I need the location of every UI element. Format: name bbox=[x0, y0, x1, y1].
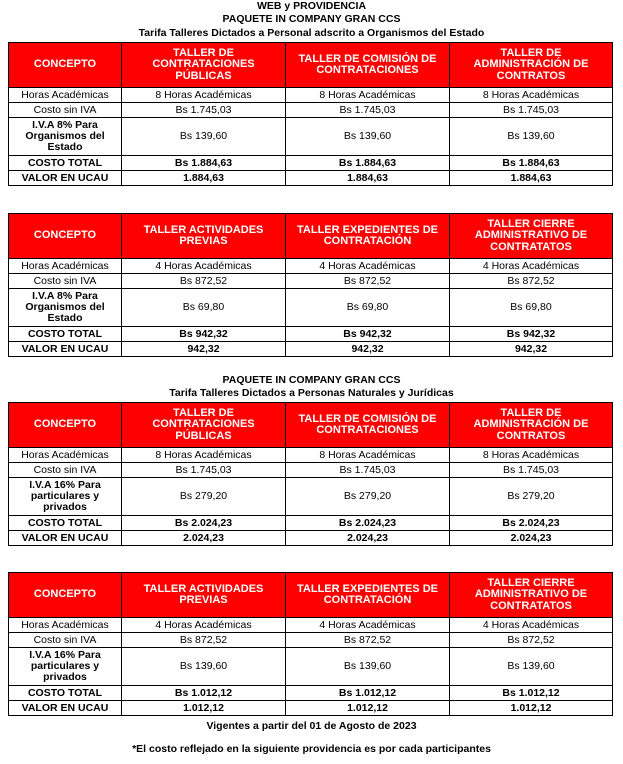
iva-row bbox=[9, 289, 613, 327]
value-cell: Bs 872,52 bbox=[450, 274, 613, 289]
value-cell: 8 Horas Académicas bbox=[286, 88, 450, 103]
row-label: VALOR EN UCAU bbox=[9, 531, 122, 546]
costo-total-row bbox=[9, 327, 613, 342]
value-cell: Bs 69,80 bbox=[122, 289, 286, 327]
concepto-header: CONCEPTO bbox=[9, 403, 122, 448]
value-cell: Bs 279,20 bbox=[122, 478, 286, 516]
taller-header: TALLER DE CONTRATACIONES PÚBLICAS bbox=[122, 43, 286, 88]
value-cell: Bs 279,20 bbox=[450, 478, 613, 516]
value-cell: 2.024,23 bbox=[286, 531, 450, 546]
value-cell: Bs 139,60 bbox=[286, 648, 450, 686]
value-cell: Bs 1.745,03 bbox=[122, 103, 286, 118]
value-cell: Bs 1.745,03 bbox=[286, 463, 450, 478]
value-cell: 1.012,12 bbox=[122, 701, 286, 716]
value-cell: Bs 139,60 bbox=[122, 118, 286, 156]
iva-row bbox=[9, 478, 613, 516]
costo-row bbox=[9, 274, 613, 289]
iva-row bbox=[9, 118, 613, 156]
vigencia-note: Vigentes a partir del 01 de Agosto de 2023 bbox=[206, 720, 417, 732]
taller-header: TALLER CIERRE ADMINISTRATIVO DE CONTRATATOS bbox=[450, 573, 613, 618]
row-label: COSTO TOTAL bbox=[9, 327, 122, 342]
tarifa-table bbox=[8, 402, 613, 546]
value-cell: Bs 69,80 bbox=[286, 289, 450, 327]
value-cell: 1.012,12 bbox=[450, 701, 613, 716]
row-label: VALOR EN UCAU bbox=[9, 701, 122, 716]
iva-row bbox=[9, 648, 613, 686]
row-label: I.V.A 8% Para Organismos del Estado bbox=[9, 289, 122, 327]
value-cell: 942,32 bbox=[450, 342, 613, 357]
value-cell: 4 Horas Académicas bbox=[122, 618, 286, 633]
taller-header: TALLER EXPEDIENTES DE CONTRATACIÓN bbox=[286, 573, 450, 618]
value-cell: Bs 1.884,63 bbox=[450, 156, 613, 171]
row-label: VALOR EN UCAU bbox=[9, 171, 122, 186]
value-cell: Bs 69,80 bbox=[450, 289, 613, 327]
value-cell: Bs 1.745,03 bbox=[286, 103, 450, 118]
value-cell: 2.024,23 bbox=[122, 531, 286, 546]
costo-total-row bbox=[9, 156, 613, 171]
taller-header: TALLER DE COMISIÓN DE CONTRATACIONES bbox=[286, 403, 450, 448]
value-cell: Bs 872,52 bbox=[286, 633, 450, 648]
value-cell: Bs 1.012,12 bbox=[450, 686, 613, 701]
value-cell: 1.884,63 bbox=[450, 171, 613, 186]
taller-header: TALLER DE COMISIÓN DE CONTRATACIONES bbox=[286, 43, 450, 88]
value-cell: 4 Horas Académicas bbox=[122, 259, 286, 274]
value-cell: 1.884,63 bbox=[286, 171, 450, 186]
horas-row bbox=[9, 259, 613, 274]
value-cell: Bs 1.012,12 bbox=[286, 686, 450, 701]
costo-row bbox=[9, 633, 613, 648]
horas-row bbox=[9, 88, 613, 103]
value-cell: Bs 1.745,03 bbox=[122, 463, 286, 478]
ucau-row bbox=[9, 531, 613, 546]
value-cell: 8 Horas Académicas bbox=[122, 88, 286, 103]
value-cell: Bs 1.745,03 bbox=[450, 103, 613, 118]
value-cell: 4 Horas Académicas bbox=[450, 618, 613, 633]
ucau-row bbox=[9, 342, 613, 357]
value-cell: 2.024,23 bbox=[450, 531, 613, 546]
value-cell: Bs 139,60 bbox=[450, 118, 613, 156]
row-label: Costo sin IVA bbox=[9, 633, 122, 648]
doc-title-web: WEB y PROVIDENCIA bbox=[256, 0, 367, 12]
tarifa-table bbox=[8, 42, 613, 186]
value-cell: 942,32 bbox=[286, 342, 450, 357]
ucau-row bbox=[9, 171, 613, 186]
value-cell: Bs 139,60 bbox=[450, 648, 613, 686]
value-cell: 1.884,63 bbox=[122, 171, 286, 186]
row-label: Horas Académicas bbox=[9, 88, 122, 103]
taller-header: TALLER ACTIVIDADES PREVIAS bbox=[122, 214, 286, 259]
taller-header: TALLER DE ADMINISTRACIÓN DE CONTRATOS bbox=[450, 403, 613, 448]
value-cell: Bs 942,32 bbox=[122, 327, 286, 342]
value-cell: 8 Horas Académicas bbox=[286, 448, 450, 463]
concepto-header: CONCEPTO bbox=[9, 214, 122, 259]
value-cell: Bs 139,60 bbox=[122, 648, 286, 686]
value-cell: Bs 942,32 bbox=[286, 327, 450, 342]
doc-subtitle-estado: Tarifa Talleres Dictados a Personal adscrito a Organismos del Estado bbox=[138, 27, 485, 39]
value-cell: Bs 872,52 bbox=[450, 633, 613, 648]
value-cell: Bs 872,52 bbox=[122, 274, 286, 289]
row-label: COSTO TOTAL bbox=[9, 516, 122, 531]
value-cell: Bs 942,32 bbox=[450, 327, 613, 342]
value-cell: Bs 872,52 bbox=[286, 274, 450, 289]
row-label: Costo sin IVA bbox=[9, 463, 122, 478]
row-label: Costo sin IVA bbox=[9, 274, 122, 289]
value-cell: Bs 872,52 bbox=[122, 633, 286, 648]
row-label: COSTO TOTAL bbox=[9, 156, 122, 171]
ucau-row bbox=[9, 701, 613, 716]
doc-title-paquete: PAQUETE IN COMPANY GRAN CCS bbox=[222, 13, 401, 25]
tarifa-table bbox=[8, 572, 613, 716]
horas-row bbox=[9, 448, 613, 463]
value-cell: Bs 1.745,03 bbox=[450, 463, 613, 478]
costo-note: *El costo reflejado en la siguiente providencia es por cada participantes bbox=[132, 743, 491, 755]
row-label: COSTO TOTAL bbox=[9, 686, 122, 701]
value-cell: 4 Horas Académicas bbox=[286, 259, 450, 274]
costo-total-row bbox=[9, 516, 613, 531]
value-cell: 4 Horas Académicas bbox=[450, 259, 613, 274]
value-cell: Bs 2.024,23 bbox=[450, 516, 613, 531]
value-cell: Bs 2.024,23 bbox=[286, 516, 450, 531]
value-cell: Bs 2.024,23 bbox=[122, 516, 286, 531]
value-cell: Bs 1.884,63 bbox=[122, 156, 286, 171]
row-label: I.V.A 8% Para Organismos del Estado bbox=[9, 118, 122, 156]
row-label: Costo sin IVA bbox=[9, 103, 122, 118]
value-cell: 1.012,12 bbox=[286, 701, 450, 716]
concepto-header: CONCEPTO bbox=[9, 43, 122, 88]
value-cell: Bs 139,60 bbox=[286, 118, 450, 156]
section-title-paquete: PAQUETE IN COMPANY GRAN CCS bbox=[222, 374, 401, 386]
horas-row bbox=[9, 618, 613, 633]
value-cell: 8 Horas Académicas bbox=[450, 448, 613, 463]
taller-header: TALLER EXPEDIENTES DE CONTRATACIÓN bbox=[286, 214, 450, 259]
tarifa-table bbox=[8, 213, 613, 357]
costo-total-row bbox=[9, 686, 613, 701]
costo-row bbox=[9, 463, 613, 478]
taller-header: TALLER ACTIVIDADES PREVIAS bbox=[122, 573, 286, 618]
value-cell: 4 Horas Académicas bbox=[286, 618, 450, 633]
value-cell: Bs 279,20 bbox=[286, 478, 450, 516]
value-cell: 942,32 bbox=[122, 342, 286, 357]
costo-row bbox=[9, 103, 613, 118]
concepto-header: CONCEPTO bbox=[9, 573, 122, 618]
row-label: Horas Académicas bbox=[9, 448, 122, 463]
section-subtitle-particulares: Tarifa Talleres Dictados a Personas Naturales y Jurídicas bbox=[169, 387, 454, 399]
taller-header: TALLER DE CONTRATACIONES PÚBLICAS bbox=[122, 403, 286, 448]
row-label: VALOR EN UCAU bbox=[9, 342, 122, 357]
row-label: I.V.A 16% Para particulares y privados bbox=[9, 478, 122, 516]
row-label: Horas Académicas bbox=[9, 259, 122, 274]
value-cell: 8 Horas Académicas bbox=[122, 448, 286, 463]
taller-header: TALLER DE ADMINISTRACIÓN DE CONTRATOS bbox=[450, 43, 613, 88]
row-label: Horas Académicas bbox=[9, 618, 122, 633]
taller-header: TALLER CIERRE ADMINISTRATIVO DE CONTRATATOS bbox=[450, 214, 613, 259]
value-cell: 8 Horas Académicas bbox=[450, 88, 613, 103]
value-cell: Bs 1.884,63 bbox=[286, 156, 450, 171]
row-label: I.V.A 16% Para particulares y privados bbox=[9, 648, 122, 686]
value-cell: Bs 1.012,12 bbox=[122, 686, 286, 701]
